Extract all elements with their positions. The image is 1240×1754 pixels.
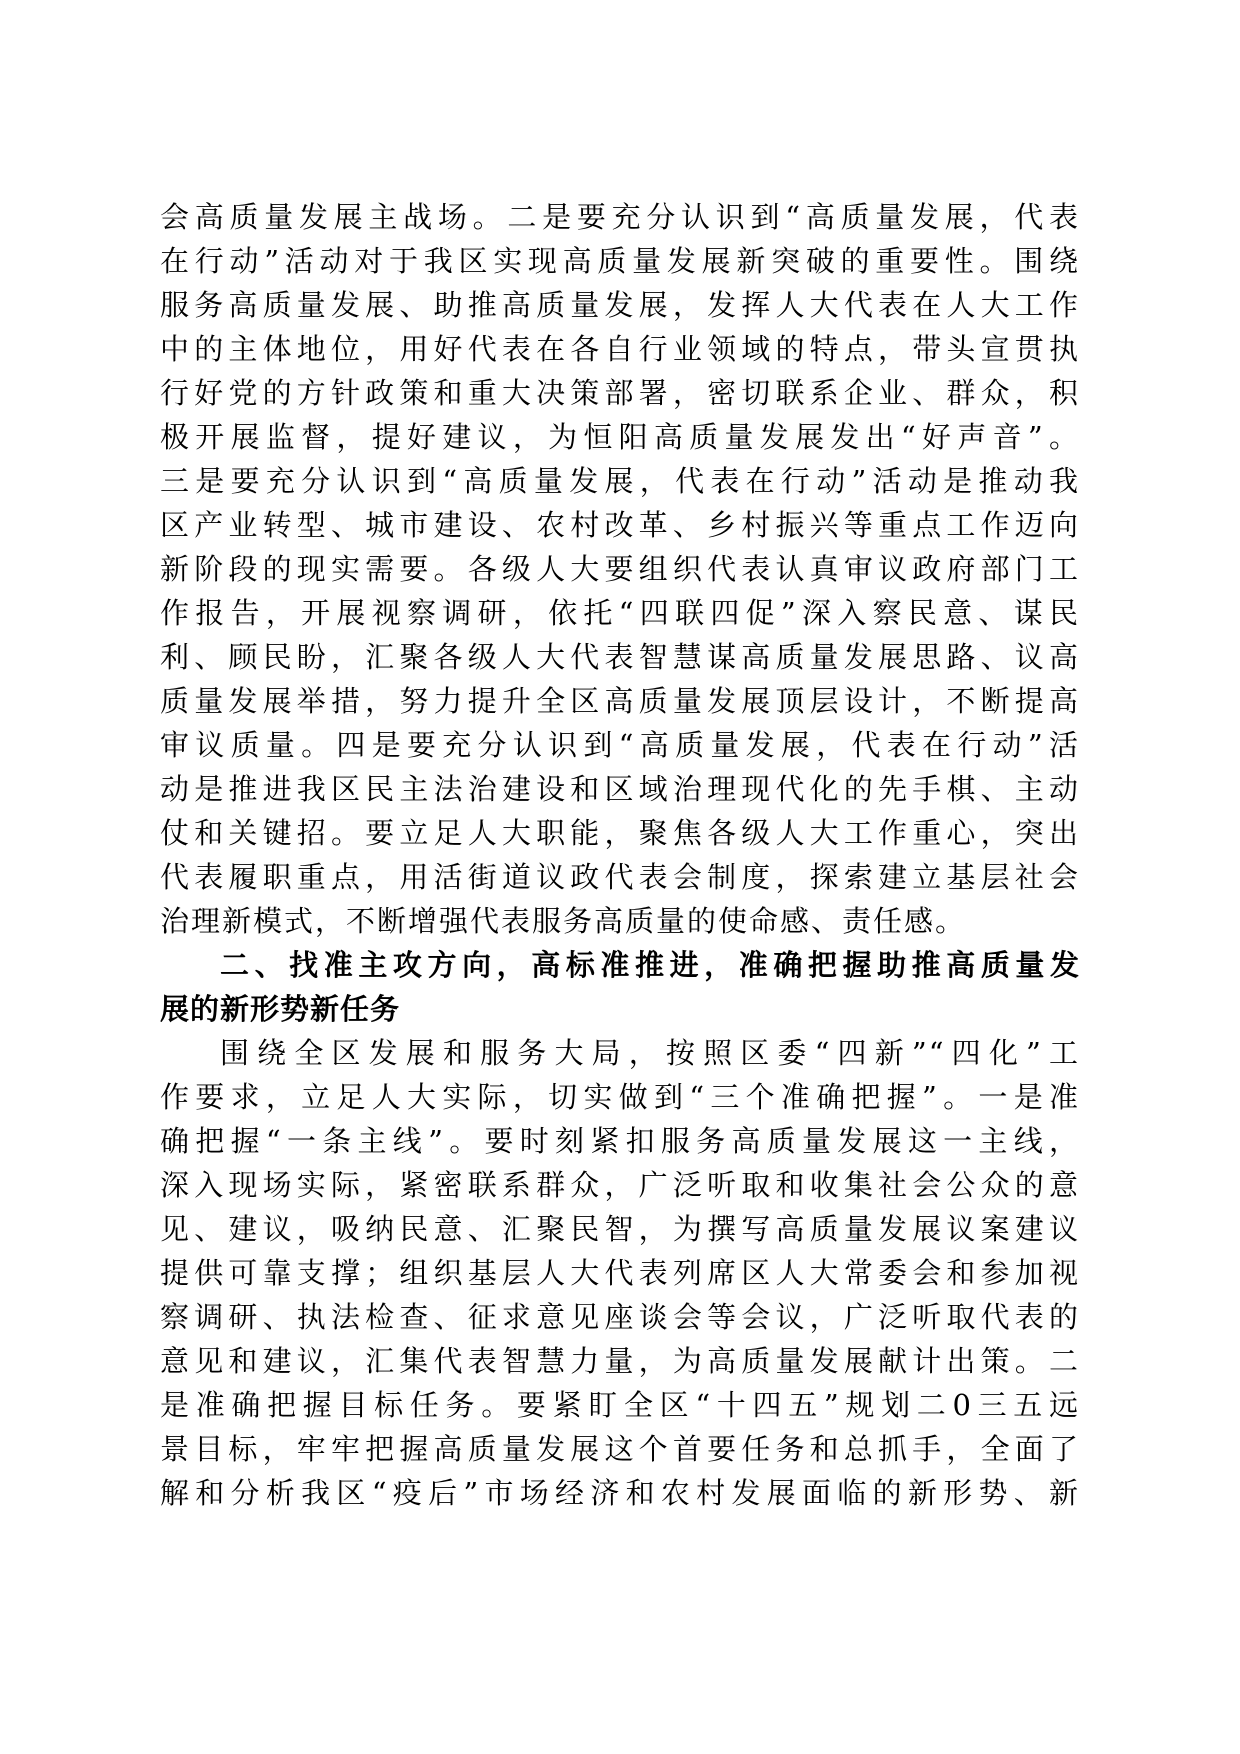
text-line: 在行动”活动对于我区实现高质量发展新突破的重要性。围绕 bbox=[160, 244, 1080, 278]
text-line: 察调研、执法检查、征求意见座谈会等会议，广泛听取代表的 bbox=[160, 1300, 1080, 1334]
text-line: 仗和关键招。要立足人大职能，聚焦各级人大工作重心，突出 bbox=[160, 816, 1080, 850]
text-line: 审议质量。四是要充分认识到“高质量发展，代表在行动”活 bbox=[160, 728, 1080, 762]
heading-line: 二、找准主攻方向，高标准推进，准确把握助推高质量发 bbox=[220, 948, 1080, 982]
text-line: 区产业转型、城市建设、农村改革、乡村振兴等重点工作迈向 bbox=[160, 508, 1080, 542]
text-line: 治理新模式，不断增强代表服务高质量的使命感、责任感。 bbox=[160, 904, 967, 938]
text-line: 围绕全区发展和服务大局，按照区委“四新”“四化”工 bbox=[220, 1036, 1080, 1070]
text-line: 服务高质量发展、助推高质量发展，发挥人大代表在人大工作 bbox=[160, 288, 1080, 322]
text-line: 质量发展举措，努力提升全区高质量发展顶层设计，不断提高 bbox=[160, 684, 1080, 718]
text-line: 作报告，开展视察调研，依托“四联四促”深入察民意、谋民 bbox=[160, 596, 1080, 630]
text-line: 会高质量发展主战场。二是要充分认识到“高质量发展，代表 bbox=[160, 200, 1080, 234]
text-line: 极开展监督，提好建议，为恒阳高质量发展发出“好声音”。 bbox=[160, 420, 1080, 454]
text-line: 提供可靠支撑；组织基层人大代表列席区人大常委会和参加视 bbox=[160, 1256, 1080, 1290]
text-line: 确把握“一条主线”。要时刻紧扣服务高质量发展这一主线， bbox=[160, 1124, 1080, 1158]
section-heading bbox=[160, 943, 1080, 1031]
text-line: 三是要充分认识到“高质量发展，代表在行动”活动是推动我 bbox=[160, 464, 1080, 498]
paragraph-2 bbox=[160, 1031, 1080, 1515]
text-line: 利、顾民盼，汇聚各级人大代表智慧谋高质量发展思路、议高 bbox=[160, 640, 1080, 674]
text-line: 解和分析我区“疫后”市场经济和农村发展面临的新形势、新 bbox=[160, 1476, 1080, 1510]
text-line: 行好党的方针政策和重大决策部署，密切联系企业、群众，积 bbox=[160, 376, 1080, 410]
heading-line: 展的新形势新任务 bbox=[160, 992, 401, 1026]
text-line: 新阶段的现实需要。各级人大要组织代表认真审议政府部门工 bbox=[160, 552, 1080, 586]
text-line: 意见和建议，汇集代表智慧力量，为高质量发展献计出策。二 bbox=[160, 1344, 1080, 1378]
text-line: 是准确把握目标任务。要紧盯全区“十四五”规划二0三五远 bbox=[160, 1388, 1080, 1422]
text-line: 中的主体地位，用好代表在各自行业领域的特点，带头宣贯执 bbox=[160, 332, 1080, 366]
text-line: 景目标，牢牢把握高质量发展这个首要任务和总抓手，全面了 bbox=[160, 1432, 1080, 1466]
text-line: 代表履职重点，用活街道议政代表会制度，探索建立基层社会 bbox=[160, 860, 1080, 894]
text-line: 深入现场实际，紧密联系群众，广泛听取和收集社会公众的意 bbox=[160, 1168, 1080, 1202]
document-page bbox=[160, 195, 1080, 1515]
text-line: 见、建议，吸纳民意、汇聚民智，为撰写高质量发展议案建议 bbox=[160, 1212, 1080, 1246]
paragraph-1 bbox=[160, 195, 1080, 943]
text-line: 动是推进我区民主法治建设和区域治理现代化的先手棋、主动 bbox=[160, 772, 1080, 806]
text-line: 作要求，立足人大实际，切实做到“三个准确把握”。一是准 bbox=[160, 1080, 1080, 1114]
